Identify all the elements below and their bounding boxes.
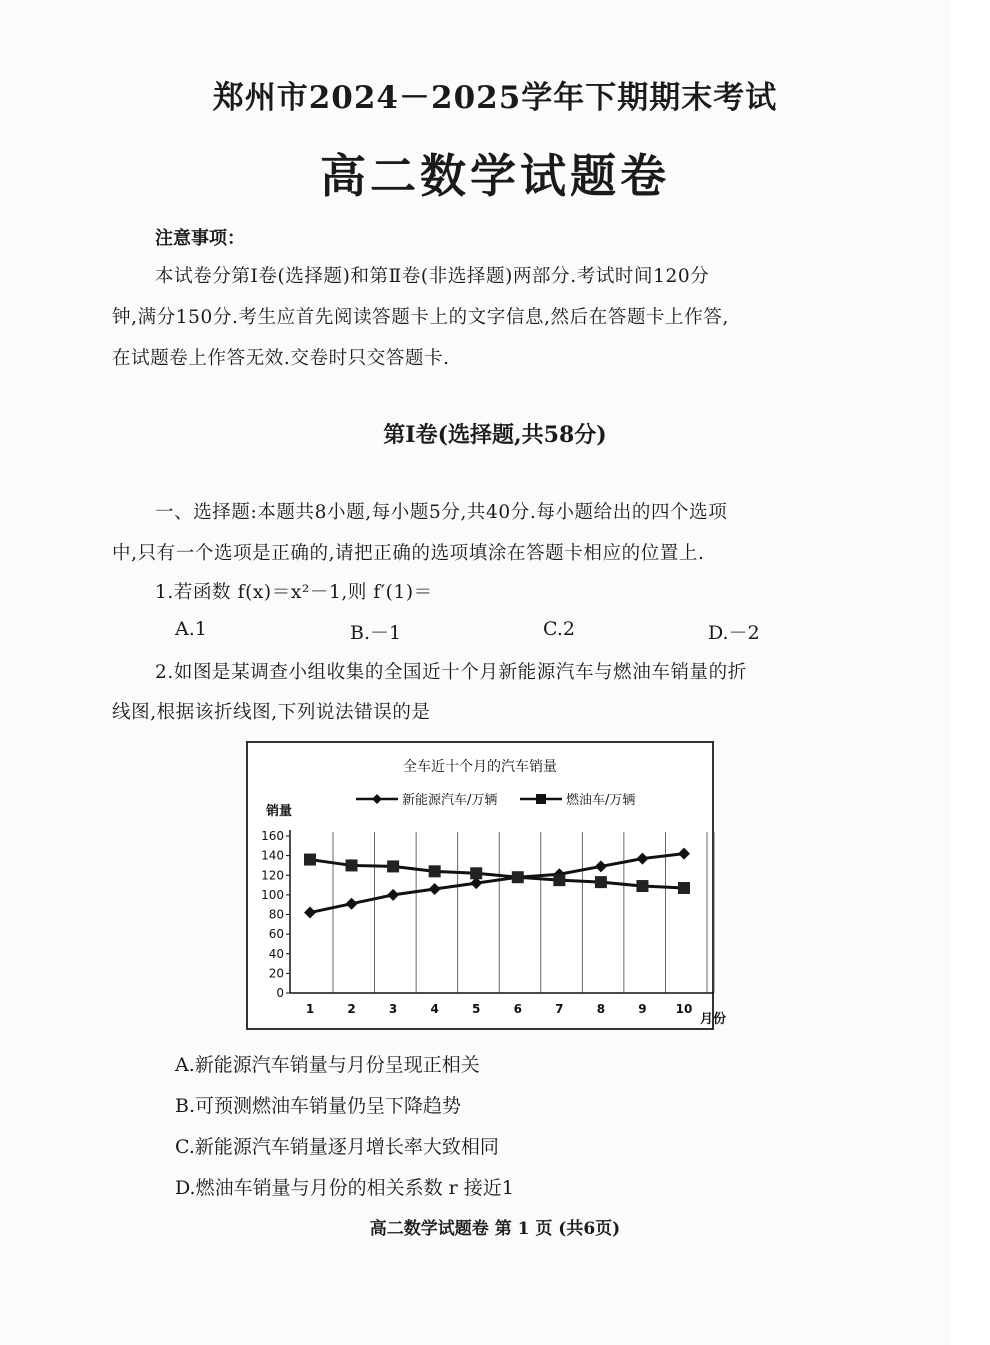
section-instruction: 一、选择题:本题共8小题,每小题5分,共40分.每小题给出的四个选项 <box>155 502 728 523</box>
section-instruction: 中,只有一个选项是正确的,请把正确的选项填涂在答题卡相应的位置上. <box>112 543 705 564</box>
y-tick-label: 60 <box>268 927 284 942</box>
legend-diamond-marker <box>372 794 382 804</box>
data-point-diamond <box>346 898 358 910</box>
data-point-square <box>346 859 358 871</box>
data-point-square <box>387 860 399 872</box>
notice-line: 在试题卷上作答无效.交卷时只交答题卡. <box>112 348 450 369</box>
data-point-square <box>553 874 565 886</box>
q1-option-d: D.－2 <box>708 622 760 644</box>
data-point-diamond <box>636 853 648 865</box>
x-tick-label: 2 <box>347 1002 356 1016</box>
legend-label: 燃油车/万辆 <box>566 793 636 808</box>
x-tick-label: 3 <box>388 1002 398 1016</box>
chart-title: 全车近十个月的汽车销量 <box>403 759 557 775</box>
question-1-stem: 1.若函数 f(x)＝x²－1,则 f′(1)＝ <box>155 582 433 603</box>
notice-line: 本试卷分第Ⅰ卷(选择题)和第Ⅱ卷(非选择题)两部分.考试时间120分 <box>155 266 710 287</box>
q2-option-b: B.可预测燃油车销量仍呈下降趋势 <box>175 1095 462 1117</box>
data-point-diamond <box>595 860 607 872</box>
q2-option-a: A.新能源汽车销量与月份呈现正相关 <box>175 1054 480 1076</box>
data-point-square <box>304 854 316 866</box>
y-tick-label: 100 <box>261 887 284 902</box>
data-point-diamond <box>429 883 441 895</box>
q2-option-d: D.燃油车销量与月份的相关系数 r 接近1 <box>175 1177 514 1199</box>
notice-line: 钟,满分150分.考生应首先阅读答题卡上的文字信息,然后在答题卡上作答, <box>112 307 729 328</box>
data-point-square <box>678 882 690 894</box>
y-tick-label: 20 <box>268 966 284 981</box>
q1-option-b: B.－1 <box>350 622 402 644</box>
data-point-square <box>595 876 607 888</box>
x-tick-label: 7 <box>555 1002 564 1016</box>
x-tick-label: 8 <box>596 1002 606 1016</box>
y-tick-label: 120 <box>261 868 284 883</box>
data-point-diamond <box>304 907 316 919</box>
q1-option-a: A.1 <box>175 618 207 640</box>
question-2-stem: 2.如图是某调查小组收集的全国近十个月新能源汽车与燃油车销量的折 <box>155 662 747 683</box>
data-point-square <box>512 871 524 883</box>
chart-canvas <box>248 743 727 1028</box>
data-point-square <box>636 880 648 892</box>
x-tick-label: 9 <box>638 1002 647 1016</box>
data-point-diamond <box>678 848 690 860</box>
x-tick-label: 4 <box>430 1002 439 1016</box>
x-tick-label: 1 <box>305 1002 315 1016</box>
x-tick-label: 5 <box>472 1002 481 1016</box>
x-tick-label: 6 <box>513 1002 522 1016</box>
sales-line-chart <box>246 741 727 1030</box>
legend-square-marker <box>536 794 546 804</box>
x-tick-label: 10 <box>675 1002 693 1016</box>
data-point-diamond <box>387 889 399 901</box>
x-axis-label: 月份 <box>700 1012 727 1027</box>
series-line <box>310 854 684 913</box>
y-tick-label: 80 <box>268 907 284 922</box>
data-point-square <box>429 865 441 877</box>
question-2-stem: 线图,根据该折线图,下列说法错误的是 <box>112 702 431 723</box>
paper-title: 高二数学试题卷 <box>320 149 670 203</box>
q2-option-c: C.新能源汽车销量逐月增长率大致相同 <box>175 1136 499 1158</box>
notice-heading: 注意事项： <box>155 228 245 249</box>
y-tick-label: 160 <box>261 829 284 843</box>
exam-title: 郑州市2024－2025学年下期期末考试 <box>212 80 778 116</box>
legend-label: 新能源汽车/万辆 <box>402 793 498 808</box>
y-tick-label: 40 <box>268 946 284 961</box>
q1-option-c: C.2 <box>543 618 575 640</box>
data-point-square <box>470 867 482 879</box>
y-tick-label: 140 <box>261 848 284 863</box>
series-line <box>310 860 684 888</box>
page-footer: 高二数学试题卷 第 1 页 (共6页) <box>369 1219 621 1239</box>
y-axis-label: 销量 <box>266 804 293 819</box>
section-title: 第Ⅰ卷(选择题,共58分) <box>383 422 607 448</box>
y-tick-label: 0 <box>276 986 284 1000</box>
